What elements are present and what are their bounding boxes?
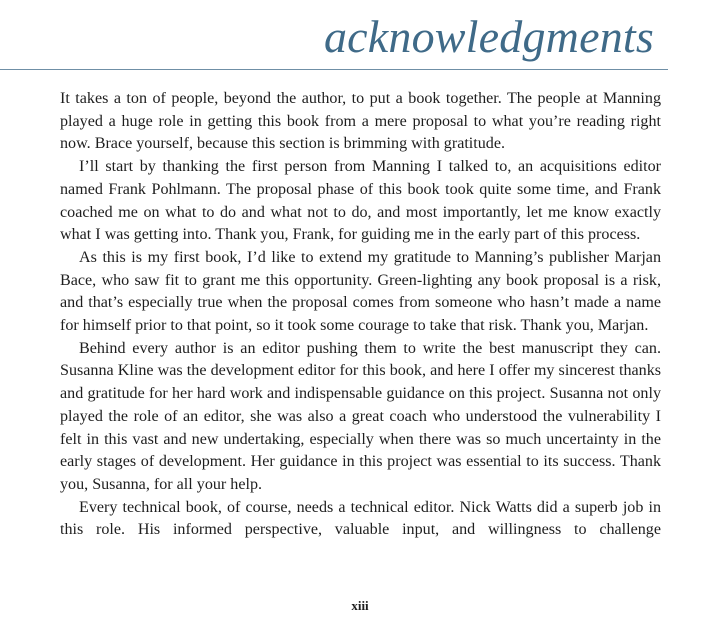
page-number: xiii: [351, 598, 369, 613]
chapter-title: acknowledgments: [323, 11, 654, 62]
paragraph-technical-editor: Every technical book, of course, needs a technical editor. Nick Watts did a superb job in this role. His informed perspective, valuable input, and willingness to challenge: [60, 498, 661, 539]
paragraph-publisher: As this is my first book, I’d like to extend my gratitude to Manning’s publisher Marjan Bace, who saw fit to grant me this opportunity. Green-lighting any book proposal is a risk, and that’s especially true when the proposal comes from someone who hasn’t made a name for himself prior to that point, so it took some courage to take that risk. Thank you, Marjan.: [60, 248, 661, 335]
title-rule: [0, 69, 668, 70]
paragraph-acquisitions-editor: I’ll start by thanking the first person from Manning I talked to, an acquisitions editor named Frank Pohlmann. The proposal phase of this book took quite some time, and Frank coached me on what to do and what not to do, and most importantly, let me know exactly what I was getting into. Thank you, Frank, for guiding me in the early part of this process.: [60, 158, 661, 244]
paragraph-development-editor: Behind every author is an editor pushing them to write the best manuscript they can. Susanna Kline was the development editor for this book, and here I offer my sincerest thanks and gratitude for her hard work and indispensable guidance on this project. Susanna not only played the role of an editor, she was also a great coach who understood the vulnerability I felt in this vast and new undertaking, especially when there was so much uncertainty in the early stages of development. Her guidance in this project was essential to its success. Thank you, Susanna, for all your help.: [60, 339, 661, 493]
body-text: [60, 88, 661, 542]
paragraph-intro: It takes a ton of people, beyond the author, to put a book together. The people at Manning played a huge role in getting this book from a mere proposal to what you’re reading right now. Brace yourself, because this section is brimming with gratitude.: [60, 90, 661, 153]
